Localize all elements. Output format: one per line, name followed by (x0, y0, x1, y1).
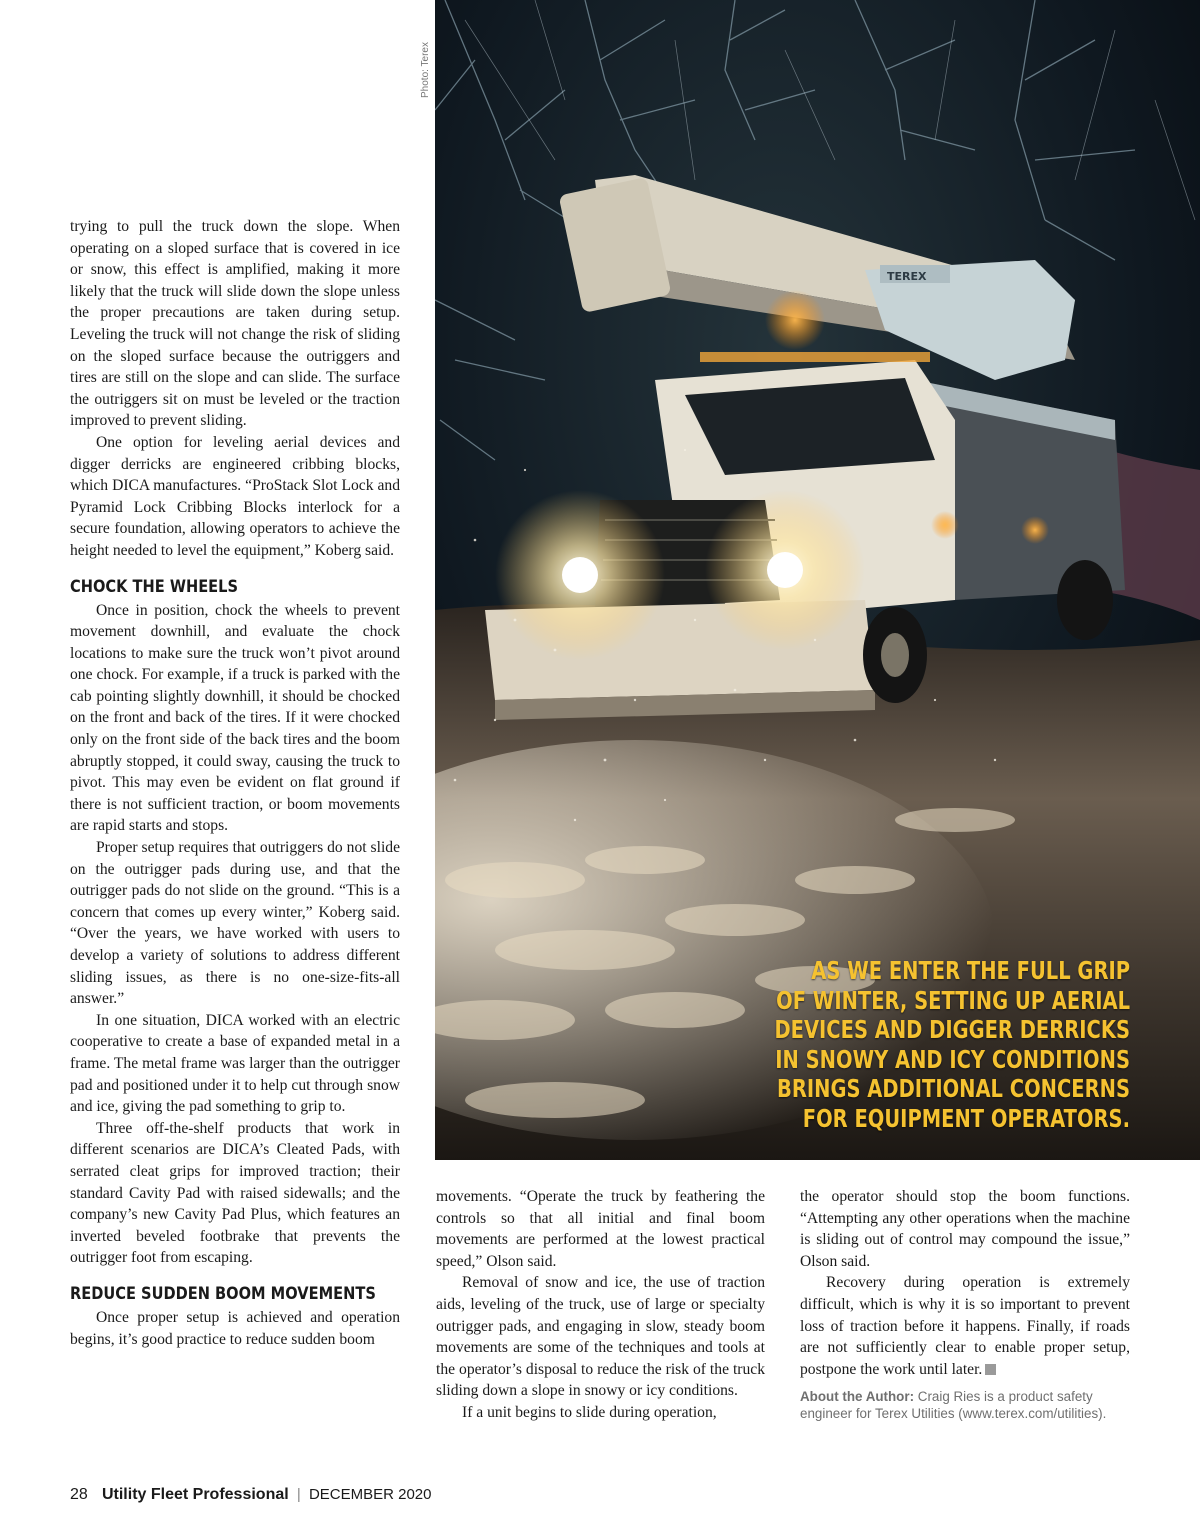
paragraph-text: Recovery during operation is extremely difficult, which is why it is so important to prevent loss of traction before it happens. Finally, if roads are not sufficiently clear to enable proper setup, postpone the work until later. (800, 1274, 1130, 1378)
caption-line: FOR EQUIPMENT OPERATORS. (802, 1103, 1130, 1133)
paragraph: Once in position, chock the wheels to prevent movement downhill, and evaluate the chock locations to make sure the truck won’t pivot around one chock. For example, if a truck is parked with the cab pointing slightly downhill, it should be chocked on the front and back of the tires. If it were chocked only on the front side of the back tires and the boom abruptly stopped, it could sway, causing the truck to pivot. This may even be evident on flat ground if there is not sufficient traction, or boom movements are rapid starts and stops. (70, 601, 400, 835)
paragraph: trying to pull the truck down the slope. When operating on a sloped surface that is covered in ice or snow, this effect is amplified, making it more likely that the truck will slide down the slope unless the proper precautions are taken during setup. Leveling the truck will not change the risk of sliding on the sloped surface because the outriggers and tires are still on the slope and can slide. The surface the outriggers sit on must be leveled or the traction improved to prevent sliding. (70, 218, 400, 430)
subheading-chock-the-wheels: CHOCK THE WHEELS (70, 576, 239, 597)
author-bio (800, 1388, 1130, 1422)
paragraph: Removal of snow and ice, the use of traction aids, leveling of the truck, use of large or specialty outrigger pads, and engaging in slow, steady boom movements are some of the techniques and tools at the operator’s disposal to reduce the risk of the truck sliding down a slope in snowy or icy conditions. (436, 1274, 765, 1400)
footer-separator: | (296, 1486, 301, 1503)
paragraph: movements. “Operate the truck by feathering the controls so that all initial and final boom movements are performed at the lowest practical speed,” Olson said. (436, 1188, 765, 1270)
caption-line: DEVICES AND DIGGER DERRICKS (774, 1015, 1130, 1044)
paragraph: In one situation, DICA worked with an electric cooperative to create a base of expanded metal in a frame. The metal frame was larger than the outrigger pad and positioned under it to help cut through snow and ice, giving the pad something to grip to. (70, 1011, 400, 1116)
article-column-2 (436, 1186, 765, 1424)
article-column-1 (70, 216, 400, 1350)
article-photo (435, 0, 1200, 1160)
author-label: About the Author: (800, 1389, 915, 1405)
boom-brand-label: TEREX (887, 270, 927, 283)
paragraph: If a unit begins to slide during operation, (462, 1403, 717, 1421)
page-number: 28 (70, 1486, 88, 1503)
photo-caption (771, 956, 1130, 1133)
paragraph: Three off-the-shelf products that work in different scenarios are DICA’s Cleated Pads, with serrated cleat grips for improved traction; their standard Cavity Pad with raised sidewalls; and the company’s new Cavity Pad Plus, which features an inverted beveled footbrake that prevents the outrigger foot from escaping. (70, 1119, 400, 1267)
caption-line: AS WE ENTER THE FULL GRIP (811, 956, 1130, 985)
magazine-title: Utility Fleet Professional (101, 1486, 289, 1503)
caption-line: BRINGS ADDITIONAL CONCERNS (777, 1074, 1130, 1103)
issue-date: DECEMBER 2020 (308, 1486, 432, 1503)
subheading-reduce-sudden-boom-movements: REDUCE SUDDEN BOOM MOVEMENTS (70, 1283, 376, 1304)
article-column-3 (800, 1186, 1130, 1422)
page-footer (70, 1486, 432, 1504)
paragraph (800, 1272, 1130, 1380)
author-text: Craig Ries is a product safety engineer for Terex Utilities (www.terex.com/utilities). (800, 1389, 1107, 1422)
end-of-article-mark-icon (985, 1364, 996, 1375)
paragraph: One option for leveling aerial devices and digger derricks are engineered cribbing blocks, which DICA manufactures. “ProStack Slot Lock and Pyramid Lock Cribbing Blocks interlock for a secure foundation, allowing operators to achieve the height needed to level the equipment,” Koberg said. (70, 433, 400, 559)
caption-line: IN SNOWY AND ICY CONDITIONS (775, 1044, 1130, 1074)
paragraph: the operator should stop the boom functions. “Attempting any other operations when the machine is sliding out of control may compound the issue,” Olson said. (800, 1188, 1130, 1270)
caption-line: OF WINTER, SETTING UP AERIAL (776, 985, 1130, 1015)
paragraph: Once proper setup is achieved and operation begins, it’s good practice to reduce sudden boom (70, 1308, 400, 1348)
photo-credit: Photo: Terex (420, 42, 431, 98)
paragraph: Proper setup requires that outriggers do not slide on the outrigger pads during use, and that the outrigger pads do not slide on the ground. “This is a concern that comes up every winter,” Koberg said. “Over the years, we have worked with users to develop a variety of solutions to address different sliding issues, as there is no one-size-fits-all answer.” (70, 839, 400, 1008)
